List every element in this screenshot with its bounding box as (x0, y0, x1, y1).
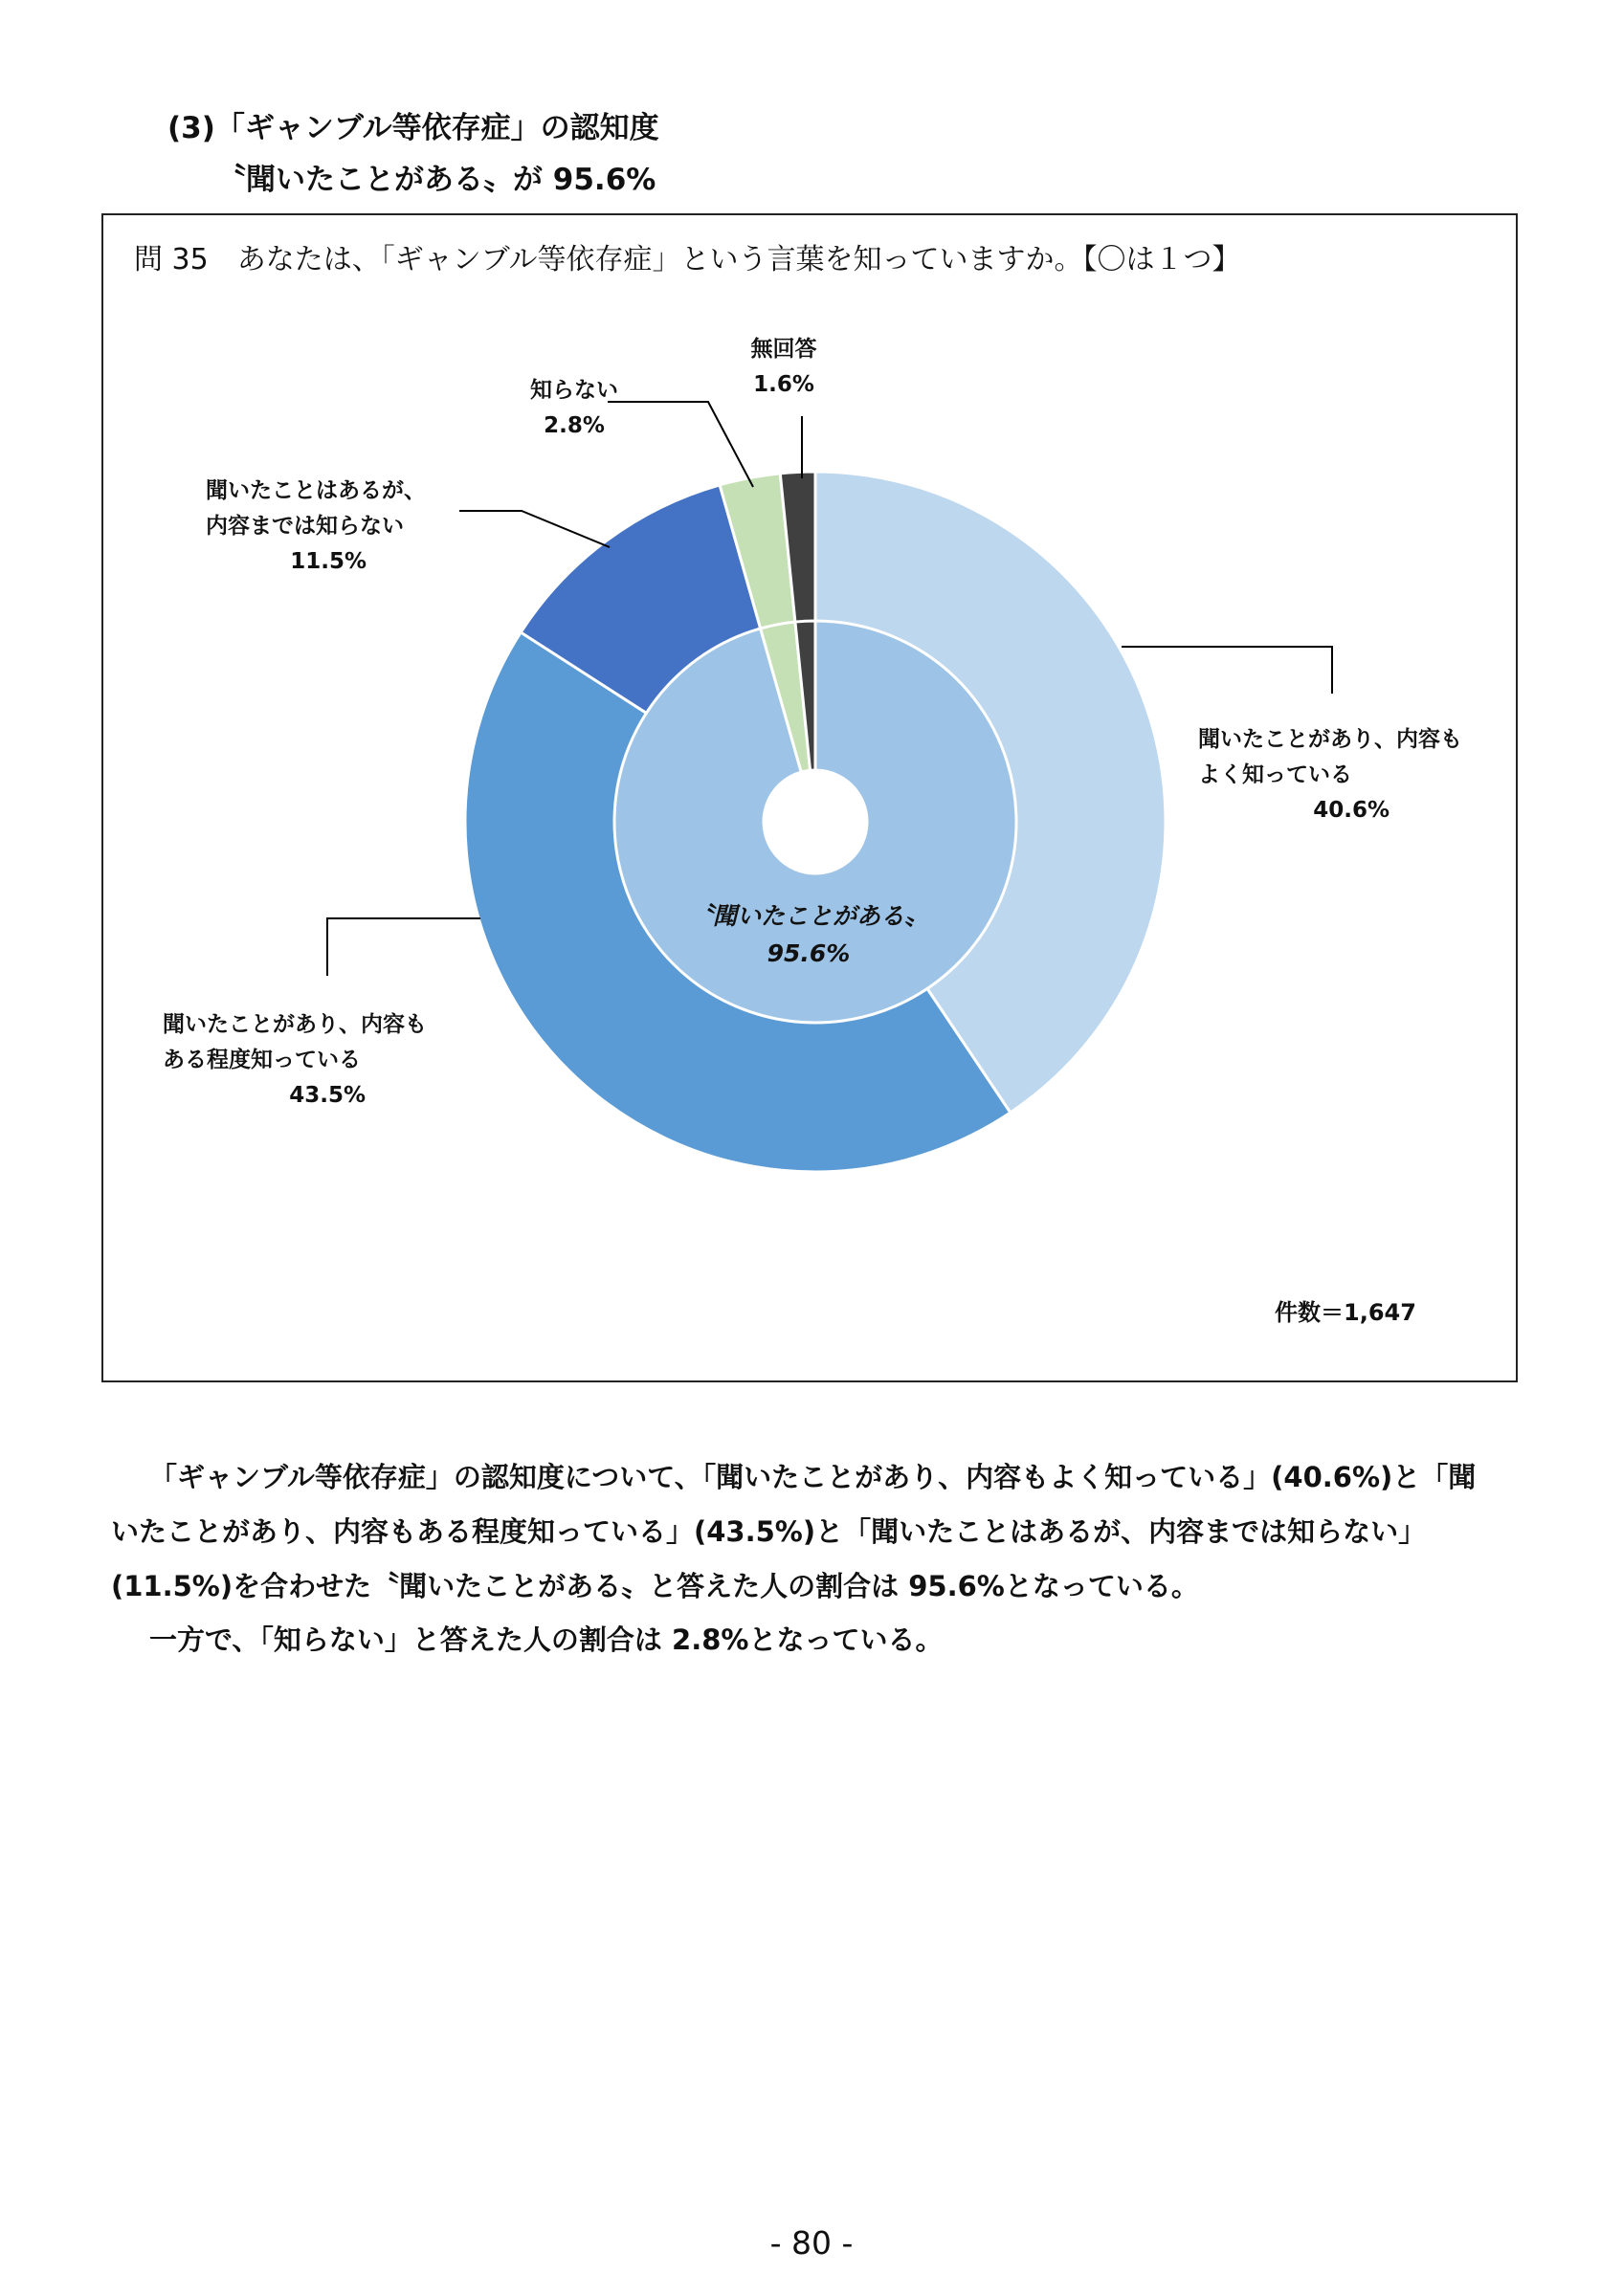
body-paragraph-2-text: 一方で、「知らない」と答えた人の割合は 2.8%となっている。 (149, 1623, 944, 1656)
outer-label-3: 知らない (530, 378, 618, 403)
outer-label-4: 無回答 (750, 337, 817, 362)
body-paragraph-1-text: 「ギャンブル等依存症」の認知度について、「聞いたことがあり、内容もよく知っている」(40.6%)と「聞いたことがあり、内容もある程度知っている」(43.5%)と「聞いたことはあるが、内容までは知らない」(11.5%)を合わせた〝聞いたことがある〟と答えた人の割合は 95.6%となっている。 (111, 1461, 1477, 1602)
leader-line-1 (327, 918, 480, 976)
outer-value-3: 2.8% (544, 413, 605, 438)
outer-value-4: 1.6% (753, 372, 814, 397)
body-paragraph-1 (111, 1450, 1499, 1614)
section-subtitle: 〝聞いたことがある〟が 95.6% (216, 163, 656, 197)
outer-value-2: 11.5% (290, 549, 367, 574)
donut-hole (764, 770, 867, 873)
inner-value: 95.6% (767, 939, 851, 967)
outer-value-1: 43.5% (289, 1083, 366, 1108)
leader-line-3 (608, 402, 753, 487)
outer-label-1: 聞いたことがあり、内容もある程度知っている (163, 1012, 427, 1072)
question-text: 問 35 あなたは、「ギャンブル等依存症」という言葉を知っていますか。【〇は１つ】 (134, 243, 1241, 276)
inner-label: 〝聞いたことがある〟 (688, 902, 929, 930)
body-paragraph-2 (111, 1613, 1499, 1667)
sample-count: 件数＝1,647 (1275, 1299, 1416, 1326)
outer-label-2: 聞いたことはあるが、内容までは知らない (206, 478, 426, 539)
outer-value-0: 40.6% (1313, 798, 1390, 823)
leader-line-0 (1122, 647, 1332, 694)
leader-line-2 (459, 511, 610, 547)
section-title: (3)「ギャンブル等依存症」の認知度 (167, 111, 659, 145)
page-number: - 80 - (769, 2224, 854, 2262)
donut-chart (102, 215, 1517, 1380)
outer-label-0: 聞いたことがあり、内容もよく知っている (1198, 727, 1462, 787)
